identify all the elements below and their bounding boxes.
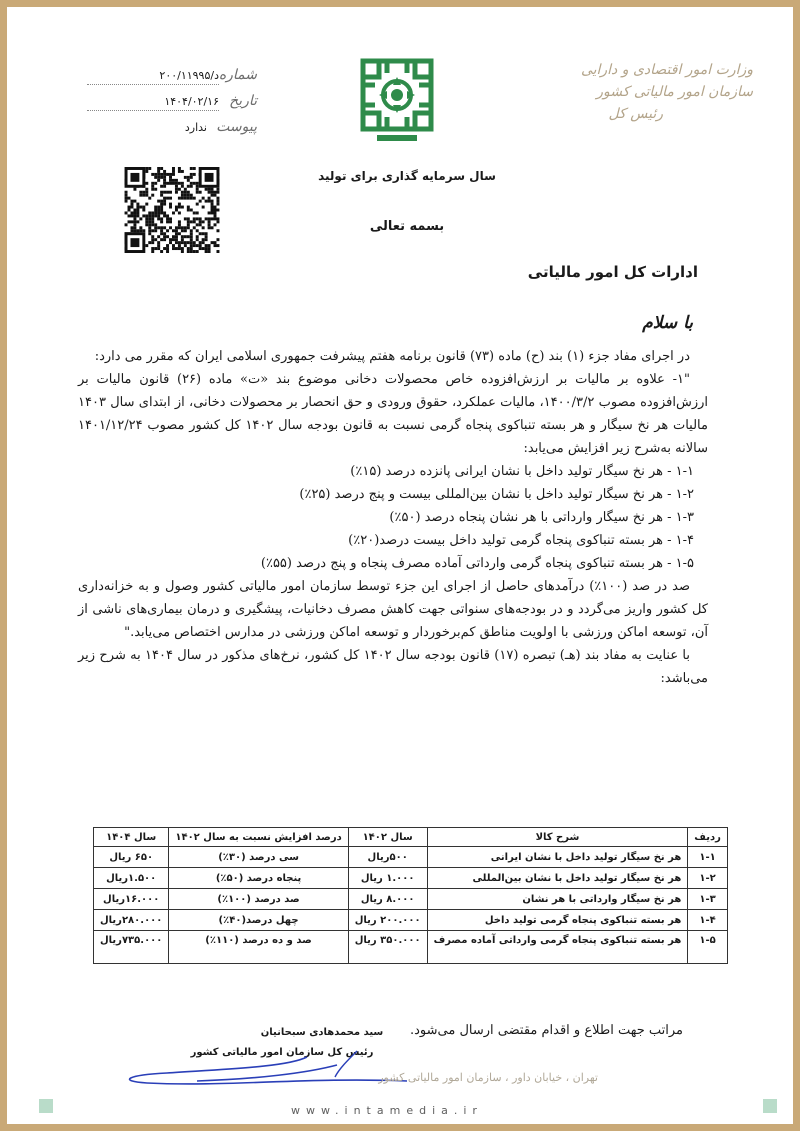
table-cell: ۸.۰۰۰ ریال — [348, 889, 427, 910]
table-cell: ۵۰۰ریال — [348, 847, 427, 868]
table-row — [94, 847, 728, 868]
year-slogan: سال سرمایه گذاری برای تولید — [318, 169, 496, 183]
table-row — [94, 889, 728, 910]
meta-number-row — [87, 67, 257, 87]
attachment-label: پیوست — [216, 119, 257, 135]
ministry-line: رئیس کل — [608, 106, 663, 122]
list-item: ۱-۵ - هر بسته تنباکوی پنجاه گرمی وارداتی آماده مصرف پنجاه و پنج درصد (۵۵٪) — [260, 556, 694, 571]
ministry-line: سازمان امور مالیاتی کشور — [596, 84, 753, 100]
table-cell: ۱-۵ — [688, 931, 728, 964]
table-cell: صد درصد (۱۰۰٪) — [169, 889, 348, 910]
paragraph: با عنایت به مفاد بند (هـ) تبصره (۱۷) قانون بودجه سال ۱۴۰۲ کل کشور، نرخ‌های مذکور در سال ۱۴۰۴ به شرح زیر می‌باشد: — [78, 648, 708, 686]
ministry-header — [553, 59, 753, 125]
table-cell: ۱-۱ — [688, 847, 728, 868]
table-cell: پنجاه درصد (۵۰٪) — [169, 868, 348, 889]
table-cell: چهل درصد(۴۰٪) — [169, 910, 348, 931]
tax-organization-logo-icon — [357, 55, 437, 145]
qr-code-icon — [124, 167, 220, 253]
signer-name: سید محمدهادی سبحانیان — [260, 1027, 384, 1038]
letter-body — [78, 345, 708, 690]
paragraph: "۱- علاوه بر مالیات بر ارزش‌افزوده خاص محصولات دخانی موضوع بند «ت» ماده (۲۶) قانون مالیات بر ارزش‌افزوده مصوب ۱۴۰۰/۳/۲، مالیات عملکرد، حقوق ورودی و حق انحصار بر محصولات دخانی، از ابتدای سال ۱۴۰۳ مالیات هر نخ سیگار و هر بسته تنباکوی پنجاه گرمی نسبت به قانون بودجه سال ۱۴۰۲ کل کشور مصوب ۱۴۰۱/۱۲/۲۴ سالانه به‌شرح زیر افزایش می‌یابد: — [78, 372, 708, 456]
meta-attachment-row — [87, 119, 257, 139]
rates-table — [93, 827, 721, 964]
corner-square-icon — [763, 1099, 777, 1113]
meta-date-row — [87, 93, 257, 113]
column-header: درصد افزایش نسبت به سال ۱۴۰۲ — [169, 828, 348, 847]
column-header: ردیف — [688, 828, 728, 847]
list-item: ۱-۲ - هر نخ سیگار تولید داخل با نشان بین‌المللی بیست و پنج درصد (۲۵٪) — [299, 487, 694, 502]
table-row — [94, 868, 728, 889]
bismillah-heading: بسمه تعالی — [369, 219, 445, 234]
attachment-value: ندارد — [184, 121, 207, 134]
column-header: سال ۱۴۰۲ — [348, 828, 427, 847]
table-cell: هر بسته تنباکوی پنجاه گرمی وارداتی آماده مصرف — [427, 931, 688, 964]
list-item: ۱-۳ - هر نخ سیگار وارداتی با هر نشان پنجاه درصد (۵۰٪) — [389, 510, 694, 525]
table-cell: ۱.۵۰۰ریال — [94, 868, 169, 889]
signer-title: رئیس کل سازمان امور مالیاتی کشور — [190, 1047, 374, 1058]
date-value: ۱۴۰۴/۰۲/۱۶ — [164, 95, 219, 108]
table-cell: هر نخ سیگار تولید داخل با نشان بین‌المللی — [427, 868, 688, 889]
table-cell: هر نخ سیگار تولید داخل با نشان ایرانی — [427, 847, 688, 868]
table-cell: ۶۵۰ ریال — [94, 847, 169, 868]
ministry-line: وزارت امور اقتصادی و دارایی — [580, 62, 753, 78]
table-row — [94, 931, 728, 964]
table-cell: هر نخ سیگار وارداتی با هر نشان — [427, 889, 688, 910]
table-cell: ۱-۴ — [688, 910, 728, 931]
paragraph: صد در صد (۱۰۰٪) درآمدهای حاصل از اجرای این جزء توسط سازمان امور مالیاتی کشور وصول و به خزانه‌داری کل کشور واریز می‌گردد و در بودجه‌های سنواتی جهت کاهش مصرف دخانیات، پیشگیری و درمان بیماری‌های ناشی از آن، توسعه اماکن ورزشی با اولویت مناطق کم‌برخوردار و توسعه اماکن ورزشی در مدارس اختصاص می‌یابد." — [78, 579, 708, 640]
number-label: شماره — [218, 67, 257, 83]
table-cell: هر بسته تنباکوی پنجاه گرمی تولید داخل — [427, 910, 688, 931]
letter-meta — [87, 67, 257, 145]
salutation: با سلام — [642, 313, 693, 333]
table-row — [94, 910, 728, 931]
address: تهران ، خیابان داور ، سازمان امور مالیاتی کشور — [378, 1071, 598, 1084]
list-item: ۱-۴ - هر بسته تنباکوی پنجاه گرمی تولید داخل بیست درصد(۲۰٪) — [348, 533, 694, 548]
table-header-row — [94, 828, 728, 847]
footer-url: www.intamedia.ir — [291, 1104, 483, 1117]
paragraph: در اجرای مفاد جزء (۱) بند (ح) ماده (۷۳) قانون برنامه هفتم پیشرفت جمهوری اسلامی ایران که مقرر می دارد: — [94, 349, 690, 364]
table-cell: ۲۰۰.۰۰۰ ریال — [348, 910, 427, 931]
table-cell: ۳۵۰.۰۰۰ ریال — [348, 931, 427, 964]
corner-square-icon — [39, 1099, 53, 1113]
table-cell: ۱۶.۰۰۰ریال — [94, 889, 169, 910]
recipient: ادارات کل امور مالیاتی — [527, 263, 698, 281]
closing-line: مراتب جهت اطلاع و اقدام مقتضی ارسال می‌شود. — [410, 1023, 683, 1038]
table-cell: صد و ده درصد (۱۱۰٪) — [169, 931, 348, 964]
number-value: د/۲۰۰/۱۱۹۹۵ — [159, 69, 219, 82]
table-cell: ۱-۳ — [688, 889, 728, 910]
list-item: ۱-۱ - هر نخ سیگار تولید داخل با نشان ایرانی پانزده درصد (۱۵٪) — [350, 464, 694, 479]
column-header: شرح کالا — [427, 828, 688, 847]
table-cell: ۲۸۰.۰۰۰ریال — [94, 910, 169, 931]
table-cell: ۷۳۵.۰۰۰ریال — [94, 931, 169, 964]
column-header: سال ۱۴۰۴ — [94, 828, 169, 847]
table-cell: ۱-۲ — [688, 868, 728, 889]
date-label: تاریخ — [229, 93, 257, 109]
letter-page — [7, 7, 793, 1124]
table-cell: ۱.۰۰۰ ریال — [348, 868, 427, 889]
table-cell: سی درصد (۳۰٪) — [169, 847, 348, 868]
